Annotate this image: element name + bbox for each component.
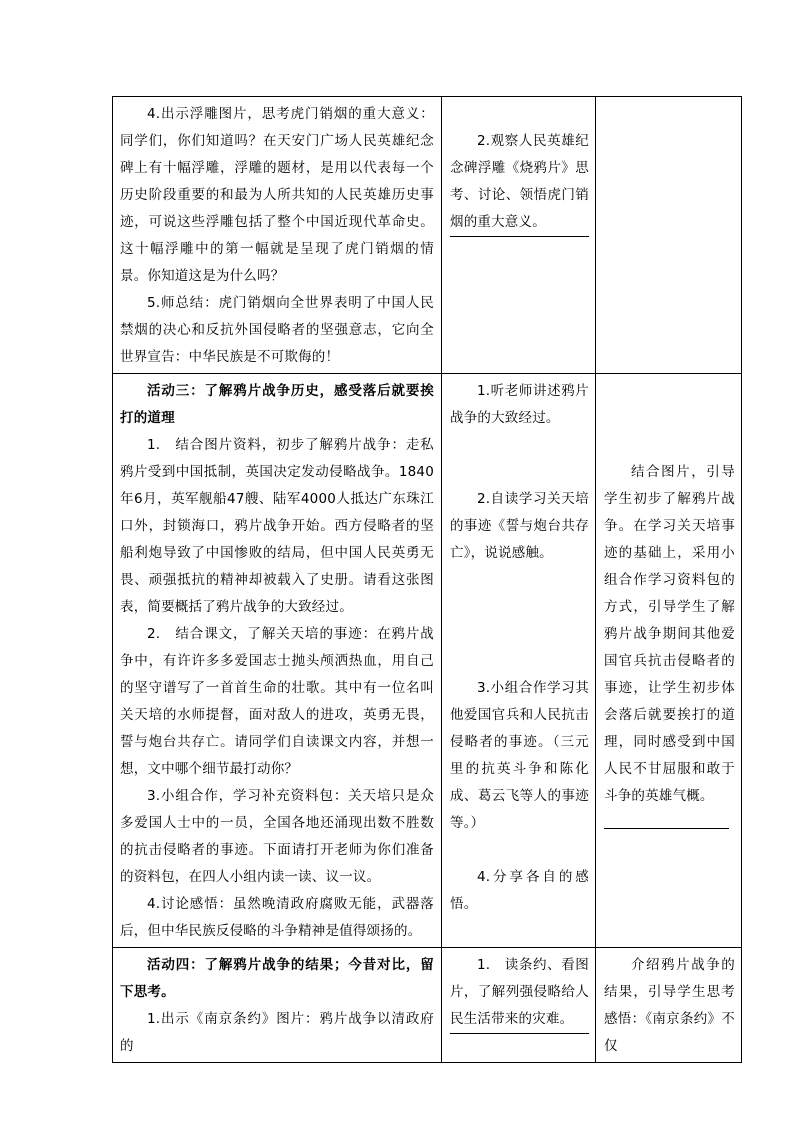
- teacher-step-4: 4.讨论感悟：虽然晚清政府腐败无能，武器落后，但中华民族反侵略的斗争精神是值得颂扬的。: [120, 896, 434, 939]
- teacher-step-1: 1.出示《南京条约》图片：鸦片战争以清政府的: [120, 1011, 434, 1054]
- student-activity-cell: [442, 97, 596, 374]
- divider: [604, 828, 729, 829]
- design-intent-cell: [596, 97, 742, 374]
- design-intent-cell: [596, 948, 742, 1063]
- student-activity-cell: [442, 948, 596, 1063]
- student-step-4: 4.分享各自的感悟。: [450, 869, 589, 912]
- activity-heading: 活动三：了解鸦片战争历史，感受落后就要挨打的道理: [120, 383, 434, 426]
- design-intent-cell: [596, 374, 742, 948]
- activity-heading: 活动四：了解鸦片战争的结果；今昔对比，留下思考。: [120, 957, 434, 1000]
- teacher-step-2: 2. 结合课文，了解关天培的事迹：在鸦片战争中，有许许多多爱国志士抛头颅洒热血，用自己的坚守谱写了一首首生命的壮歌。其中有一位名叫关天培的水师提督，面对敌人的进攻，英勇无畏，誓与炮台共存亡。请同学们自读课文内容，并想一想，文中哪个细节最打动你？: [120, 626, 434, 777]
- table-row: [113, 374, 742, 948]
- design-intent-text: 介绍鸦片战争的结果，引导学生思考感悟：《南京条约》不仅: [604, 957, 735, 1054]
- table-row: [113, 948, 742, 1063]
- table-row: [113, 97, 742, 374]
- teacher-activity-cell: [113, 97, 442, 374]
- lesson-plan-table: [112, 96, 742, 1063]
- student-step-2: 2.观察人民英雄纪念碑浮雕《烧鸦片》思考、讨论、领悟虎门销烟的重大意义。: [450, 128, 589, 237]
- design-intent-text: 结合图片，引导学生初步了解鸦片战争。在学习关天培事迹的基础上，采用小组合作学习资料包的方式，引导学生了解鸦片战争期间其他爱国官兵抗击侵略者的事迹，让学生初步体会落后就要挨打的道理，同时感受到中国人民不甘屈服和敢于斗争的英雄气概。: [604, 464, 735, 804]
- student-step-1: 1. 读条约、看图片，了解列强侵略给人民生活带来的灾难。: [450, 952, 589, 1034]
- teacher-step-1: 1. 结合图片资料，初步了解鸦片战争：走私鸦片受到中国抵制，英国决定发动侵略战争。1840年6月，英军舰船47艘、陆军4000人抵达广东珠江口外，封锁海口，鸦片战争开始。西方侵略者的坚船利炮导致了中国惨败的结局，但中国人民英勇无畏、顽强抵抗的精神却被载入了史册。请看这张图表，简要概括了鸦片战争的大致经过。: [120, 437, 434, 615]
- teacher-activity-cell: [113, 374, 442, 948]
- student-step-1: 1.听老师讲述鸦片战争的大致经过。: [450, 383, 589, 426]
- student-activity-cell: [442, 374, 596, 948]
- student-step-2: 2.自读学习关天培的事迹《誓与炮台共存亡》，说说感触。: [450, 491, 589, 561]
- teacher-step-5: 5.师总结：虎门销烟向全世界表明了中国人民禁烟的决心和反抗外国侵略者的坚强意志，它向全世界宣告：中华民族是不可欺侮的！: [120, 295, 434, 365]
- teacher-activity-cell: [113, 948, 442, 1063]
- teacher-step-3: 3.小组合作，学习补充资料包：关天培只是众多爱国人士中的一员，全国各地还涌现出数不胜数的抗击侵略者的事迹。下面请打开老师为你们准备的资料包，在四人小组内读一读、议一议。: [120, 788, 434, 885]
- student-step-3: 3.小组合作学习其他爱国官兵和人民抗击侵略者的事迹。（三元里的抗英斗争和陈化成、葛云飞等人的事迹等。）: [450, 680, 589, 831]
- teacher-step-4: 4.出示浮雕图片，思考虎门销烟的重大意义：同学们，你们知道吗？在天安门广场人民英雄纪念碑上有十幅浮雕，浮雕的题材，是用以代表每一个历史阶段重要的和最为人所共知的人民英雄历史事迹，可说这些浮雕包括了整个中国近现代革命史。这十幅浮雕中的第一幅就是呈现了虎门销烟的情景。你知道这是为什么吗？: [120, 106, 434, 284]
